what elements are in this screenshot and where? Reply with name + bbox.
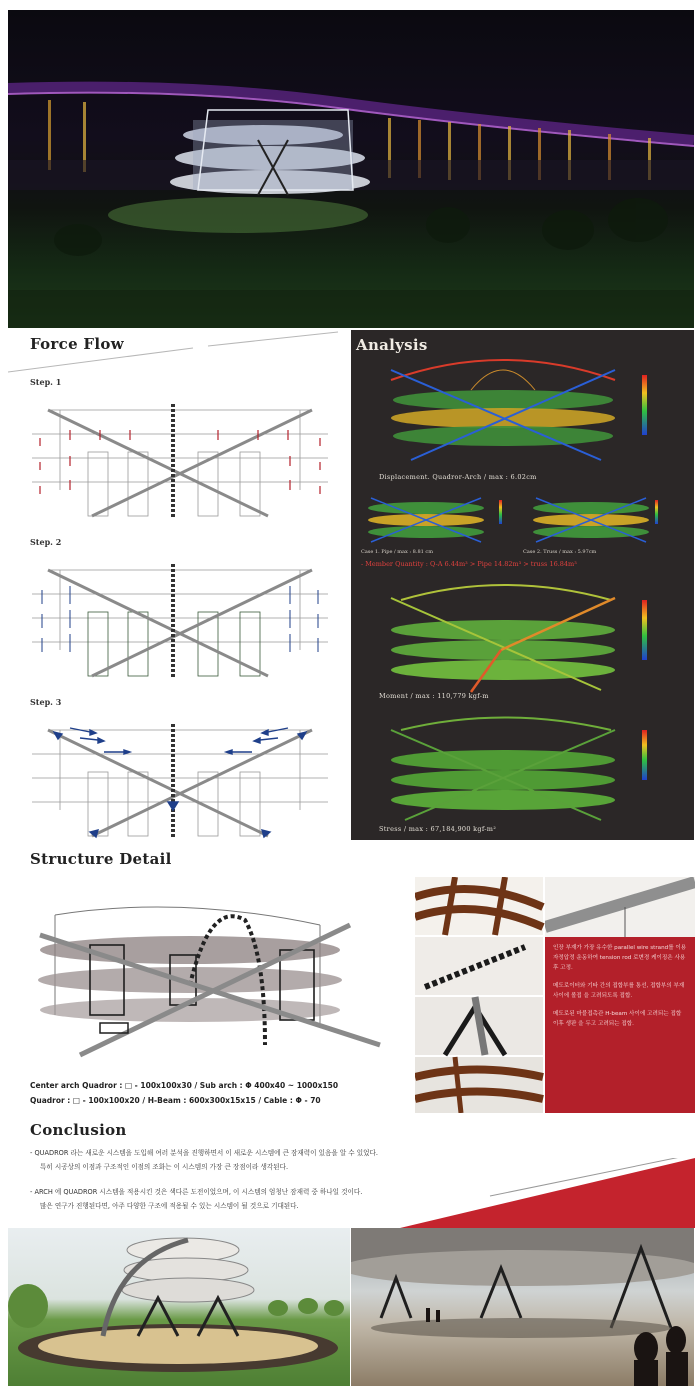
spec-line-2: Quadror : □ - 100x100x20 / H-Beam : 600x300x15x15 / Cable : Φ - 70	[30, 1096, 321, 1105]
analysis-title: Analysis	[356, 336, 428, 354]
structure-detail-title: Structure Detail	[30, 850, 172, 868]
analysis-panel	[351, 330, 694, 840]
detail-notes-panel	[545, 937, 695, 1113]
hero-night-photo	[8, 10, 694, 328]
moment-caption: Moment / max : 110,779 kgf-m	[379, 692, 489, 700]
structure-render	[30, 895, 390, 1070]
conclusion-title: Conclusion	[30, 1121, 127, 1139]
underside-render-illustration	[351, 1228, 694, 1386]
force-flow-title: Force Flow	[30, 335, 124, 353]
step-1-label: Step. 1	[30, 377, 62, 387]
hero-illustration	[8, 10, 694, 328]
step-2-label: Step. 2	[30, 537, 62, 547]
spec-line-1: Center arch Quadror : □ - 100x100x30 / Sub arch : Φ 400x40 ~ 1000x150	[30, 1081, 339, 1090]
conclusion-p2-line2: 많은 연구가 진행된다면, 아주 다양한 구조에 적용될 수 있는 시스템이 될 것으로 기대된다.	[40, 1202, 299, 1210]
daytime-render-illustration	[8, 1228, 350, 1386]
step-1-diagram	[30, 400, 330, 520]
case1-caption: Case 1. Pipe / max : 8.81 cm	[361, 549, 433, 555]
daytime-render-photo	[8, 1228, 350, 1386]
conclusion-p1-line2: 특히 시공상의 이점과 구조적인 이점의 조화는 이 시스템의 가장 큰 장점이라 생각된다.	[40, 1163, 289, 1171]
underside-render-photo	[351, 1228, 694, 1386]
beam-render	[545, 877, 695, 937]
displacement-caption: Displacement. Quadror-Arch / max : 6.02cm	[379, 473, 537, 481]
step-3-diagram	[30, 720, 330, 840]
step-3-label: Step. 3	[30, 697, 62, 707]
detail-note-3: 메도로된 마블접촉관 H-beam 사이에 고려되는 접합 이후 생판 을 두고 고려되는 접합.	[553, 1011, 682, 1027]
detail-note-1: 인장 부재가 가장 유수한 parallel wire strand를 이용 자정압정 운동하여 tension rod 로변경 케이징은 사용 후 고정.	[553, 945, 687, 971]
force-flow-title-line	[8, 330, 348, 375]
stress-caption: Stress / max : 67,184,900 kgf-m²	[379, 825, 497, 833]
step-2-diagram	[30, 560, 330, 680]
detail-note-2: 메도로이터와 기타 간의 접합부를 통선, 접합부의 부재 사이에 볼접 을 고려되도록 접합.	[553, 983, 685, 999]
conclusion-p2-line1: - ARCH 에 QUADROR 시스템을 적용시킨 것은 색다른 도전이었으며, 이 시스템의 엄청난 잠재력 중 하나일 것이다.	[30, 1188, 363, 1196]
member-quantity-caption: - Member Quantity : Q-A 6.44m³ > Pipe 14.82m³ > truss 16.84m³	[361, 560, 577, 568]
case2-caption: Case 2. Truss / max : 5.97cm	[523, 549, 597, 555]
detail-renders	[415, 877, 545, 1113]
conclusion-p1-line1: - QUADROR 라는 새로운 시스템을 도입해 여러 분석을 진행하면서 이 새로운 시스템에 큰 잠재력이 있음을 알 수 있었다.	[30, 1149, 378, 1157]
analysis-renders	[351, 330, 694, 840]
red-ribbon	[400, 1158, 695, 1228]
